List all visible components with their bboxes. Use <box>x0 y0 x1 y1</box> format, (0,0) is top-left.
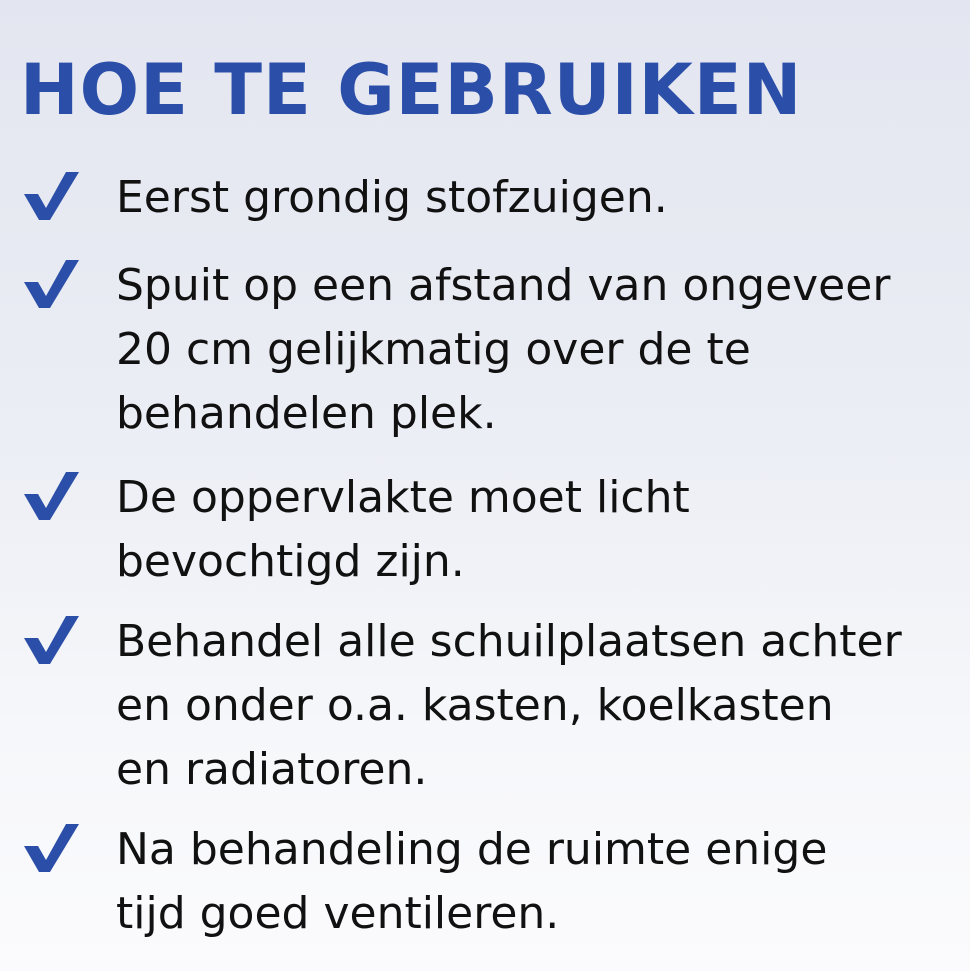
check-icon <box>22 172 80 220</box>
check-icon <box>22 616 80 664</box>
list-item-text: Eerst grondig stofzuigen. <box>116 172 668 223</box>
list-item-text: Na behandeling de ruimte enige tijd goed ventileren. <box>116 824 828 939</box>
check-icon <box>22 824 80 872</box>
list-item-text: Spuit op een afstand van ongeveer 20 cm gelijkmatig over de te behandelen plek. <box>116 260 891 439</box>
check-icon <box>22 472 80 520</box>
check-icon <box>22 260 80 308</box>
list-item-text: Behandel alle schuilplaatsen achter en onder o.a. kasten, koelkasten en radiatoren. <box>116 616 902 795</box>
list-item-text: De oppervlakte moet licht bevochtigd zijn. <box>116 472 690 587</box>
page-title: HOE TE GEBRUIKEN <box>20 49 803 131</box>
